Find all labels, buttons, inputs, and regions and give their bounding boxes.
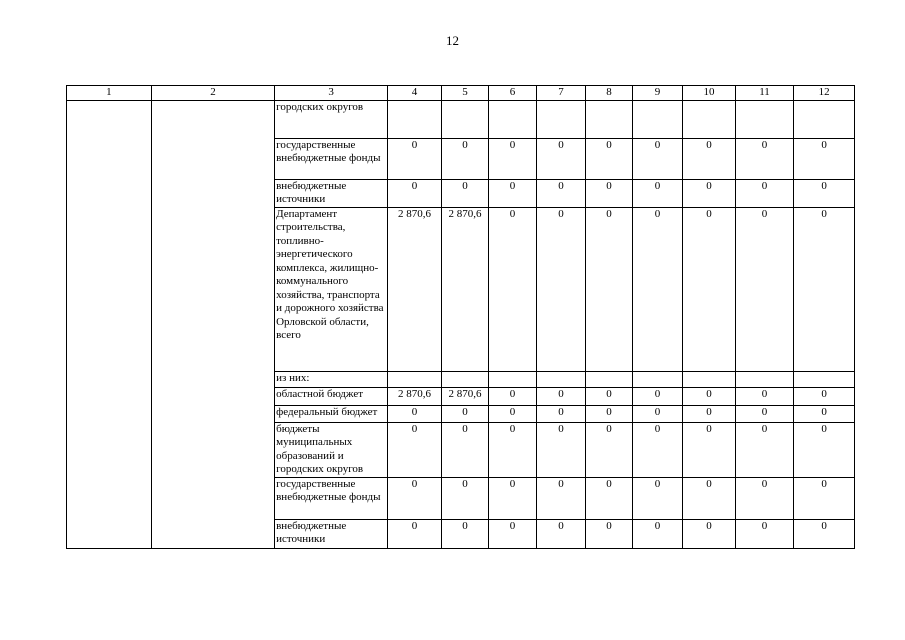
value-cell: 0 <box>586 405 632 422</box>
row-label: государственные внебюджетные фонды <box>275 477 388 519</box>
value-cell: 0 <box>586 138 632 179</box>
value-cell: 0 <box>536 519 586 548</box>
value-cell: 0 <box>632 422 683 477</box>
value-cell <box>536 371 586 387</box>
value-cell: 0 <box>536 477 586 519</box>
value-cell <box>794 371 855 387</box>
column-header: 6 <box>489 86 536 101</box>
value-cell: 0 <box>489 477 536 519</box>
value-cell: 0 <box>632 207 683 371</box>
value-cell: 0 <box>586 422 632 477</box>
value-cell: 0 <box>586 207 632 371</box>
value-cell: 0 <box>632 138 683 179</box>
column-header: 7 <box>536 86 586 101</box>
value-cell: 0 <box>794 422 855 477</box>
value-cell <box>683 100 736 138</box>
value-cell <box>735 100 794 138</box>
value-cell <box>586 100 632 138</box>
row-label: внебюджетные источники <box>275 519 388 548</box>
value-cell: 0 <box>683 477 736 519</box>
value-cell: 0 <box>489 405 536 422</box>
value-cell: 0 <box>586 179 632 207</box>
value-cell: 0 <box>735 477 794 519</box>
value-cell: 0 <box>388 477 442 519</box>
value-cell: 0 <box>388 422 442 477</box>
value-cell: 2 870,6 <box>441 387 488 405</box>
value-cell: 0 <box>536 405 586 422</box>
value-cell: 2 870,6 <box>388 207 442 371</box>
value-cell: 0 <box>489 422 536 477</box>
value-cell <box>441 100 488 138</box>
value-cell: 0 <box>735 207 794 371</box>
value-cell <box>489 100 536 138</box>
value-cell <box>489 371 536 387</box>
value-cell <box>536 100 586 138</box>
column-header: 9 <box>632 86 683 101</box>
value-cell: 0 <box>735 519 794 548</box>
value-cell: 0 <box>683 138 736 179</box>
row-label: государственные внебюджетные фонды <box>275 138 388 179</box>
value-cell: 0 <box>735 422 794 477</box>
value-cell: 0 <box>441 179 488 207</box>
value-cell <box>388 371 442 387</box>
row-label: из них: <box>275 371 388 387</box>
value-cell <box>735 371 794 387</box>
value-cell: 0 <box>489 519 536 548</box>
row-label: областной бюджет <box>275 387 388 405</box>
value-cell: 0 <box>441 422 488 477</box>
column-header: 11 <box>735 86 794 101</box>
column-header: 12 <box>794 86 855 101</box>
value-cell <box>441 371 488 387</box>
column-header: 5 <box>441 86 488 101</box>
value-cell: 0 <box>388 405 442 422</box>
value-cell: 0 <box>489 387 536 405</box>
value-cell: 0 <box>489 207 536 371</box>
value-cell: 0 <box>536 387 586 405</box>
value-cell: 0 <box>683 387 736 405</box>
value-cell: 0 <box>794 138 855 179</box>
col1-cell <box>67 100 152 548</box>
value-cell: 0 <box>586 387 632 405</box>
value-cell <box>586 371 632 387</box>
value-cell: 0 <box>683 179 736 207</box>
value-cell: 0 <box>536 138 586 179</box>
value-cell: 0 <box>489 138 536 179</box>
column-header: 2 <box>151 86 274 101</box>
value-cell: 0 <box>735 387 794 405</box>
value-cell: 0 <box>794 179 855 207</box>
column-header: 8 <box>586 86 632 101</box>
value-cell: 0 <box>683 519 736 548</box>
value-cell: 2 870,6 <box>388 387 442 405</box>
value-cell <box>632 100 683 138</box>
row-label: федеральный бюджет <box>275 405 388 422</box>
value-cell: 0 <box>794 405 855 422</box>
value-cell: 0 <box>536 422 586 477</box>
column-header: 4 <box>388 86 442 101</box>
header-row <box>67 86 855 101</box>
col2-cell <box>151 100 274 548</box>
value-cell: 0 <box>441 138 488 179</box>
value-cell: 0 <box>735 138 794 179</box>
value-cell: 0 <box>683 405 736 422</box>
value-cell: 0 <box>632 405 683 422</box>
value-cell <box>388 100 442 138</box>
value-cell: 0 <box>441 477 488 519</box>
row-label: Департамент строительства, топливно-энергетического комплекса, жилищно-коммунального хозяйства, транспорта и дорожного хозяйства Орловской области, всего <box>275 207 388 371</box>
value-cell: 0 <box>632 387 683 405</box>
table-row <box>67 100 855 138</box>
value-cell: 0 <box>632 519 683 548</box>
value-cell <box>632 371 683 387</box>
value-cell: 0 <box>735 405 794 422</box>
value-cell: 2 870,6 <box>441 207 488 371</box>
value-cell: 0 <box>794 519 855 548</box>
value-cell: 0 <box>683 207 736 371</box>
value-cell: 0 <box>794 207 855 371</box>
value-cell: 0 <box>489 179 536 207</box>
budget-table <box>66 85 855 549</box>
row-label: бюджеты муниципальных образований и городских округов <box>275 422 388 477</box>
value-cell: 0 <box>794 477 855 519</box>
row-label: городских округов <box>275 100 388 138</box>
value-cell <box>794 100 855 138</box>
value-cell: 0 <box>388 179 442 207</box>
value-cell: 0 <box>683 422 736 477</box>
value-cell: 0 <box>388 519 442 548</box>
row-label: внебюджетные источники <box>275 179 388 207</box>
page-number: 12 <box>446 33 459 48</box>
value-cell: 0 <box>536 179 586 207</box>
value-cell: 0 <box>586 519 632 548</box>
value-cell: 0 <box>632 179 683 207</box>
value-cell: 0 <box>735 179 794 207</box>
value-cell: 0 <box>586 477 632 519</box>
value-cell: 0 <box>441 519 488 548</box>
value-cell: 0 <box>632 477 683 519</box>
value-cell: 0 <box>536 207 586 371</box>
column-header: 10 <box>683 86 736 101</box>
value-cell: 0 <box>441 405 488 422</box>
value-cell <box>683 371 736 387</box>
column-header: 1 <box>67 86 152 101</box>
value-cell: 0 <box>794 387 855 405</box>
value-cell: 0 <box>388 138 442 179</box>
column-header: 3 <box>275 86 388 101</box>
